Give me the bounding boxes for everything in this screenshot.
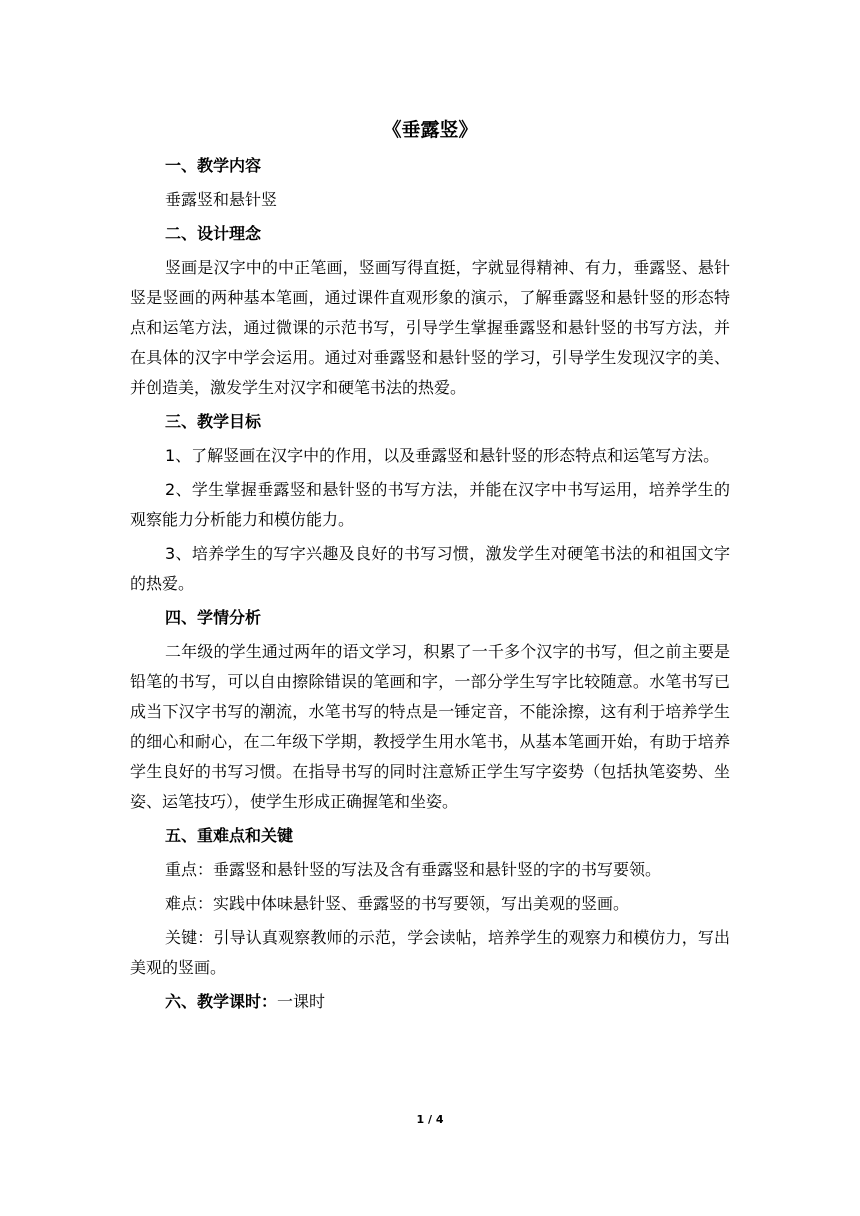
key-point-difficulty: 难点：实践中体味悬针竖、垂露竖的书写要领，写出美观的竖画。	[165, 894, 630, 913]
section-heading-periods: 六、教学课时：	[165, 992, 278, 1011]
page-number: 1 / 4	[416, 1113, 444, 1126]
section-heading-analysis: 四、学情分析	[165, 608, 262, 627]
document-title: 《垂露竖》	[382, 119, 478, 141]
section-periods	[130, 990, 730, 1014]
section-heading-design: 二、设计理念	[165, 224, 262, 243]
section-heading-goals: 三、教学目标	[165, 412, 262, 431]
section-value-periods: 一课时	[277, 992, 326, 1011]
section-text-design: 竖画是汉字中的中正笔画，竖画写得直挺，字就显得精神、有力，垂露竖、悬针竖是竖画的两种基本笔画，通过课件直观形象的演示，了解垂露竖和悬针竖的形态特点和运笔方法，通过微课的示范书写，引导学生掌握垂露竖和悬针竖的书写方法，并在具体的汉字中学会运用。通过对垂露竖和悬针竖的学习，引导学生发现汉字的美、并创造美，激发学生对汉字和硬笔书法的热爱。	[130, 258, 730, 397]
section-text-analysis: 二年级的学生通过两年的语文学习，积累了一千多个汉字的书写，但之前主要是铅笔的书写，可以自由擦除错误的笔画和字，一部分学生写字比较随意。水笔书写已成当下汉字书写的潮流，水笔书写的特点是一锤定音，不能涂擦，这有利于培养学生的细心和耐心，在二年级下学期，教授学生用水笔书，从基本笔画开始，有助于培养学生良好的书写习惯。在指导书写的同时注意矫正学生写字姿势（包括执笔姿势、坐姿、运笔技巧），使学生形成正确握笔和坐姿。	[130, 642, 730, 811]
document-body	[130, 116, 730, 1024]
section-text-content: 垂露竖和悬针竖	[165, 190, 278, 209]
key-point-key: 关键：引导认真观察教师的示范，学会读帖，培养学生的观察力和模仿力，写出美观的竖画。	[130, 928, 730, 977]
key-point-focus: 重点：垂露竖和悬针竖的写法及含有垂露竖和悬针竖的字的书写要领。	[165, 860, 662, 879]
goal-item-2: 2、学生掌握垂露竖和悬针竖的书写方法，并能在汉字中书写运用，培养学生的观察能力分析能力和模仿能力。	[130, 480, 730, 529]
section-heading-key-points: 五、重难点和关键	[165, 826, 294, 845]
section-heading-content: 一、教学内容	[165, 156, 262, 175]
goal-item-3: 3、培养学生的写字兴趣及良好的书写习惯，激发学生对硬笔书法的和祖国文字的热爱。	[130, 544, 730, 593]
goal-item-1: 1、了解竖画在汉字中的作用，以及垂露竖和悬针竖的形态特点和运笔写方法。	[165, 446, 720, 465]
